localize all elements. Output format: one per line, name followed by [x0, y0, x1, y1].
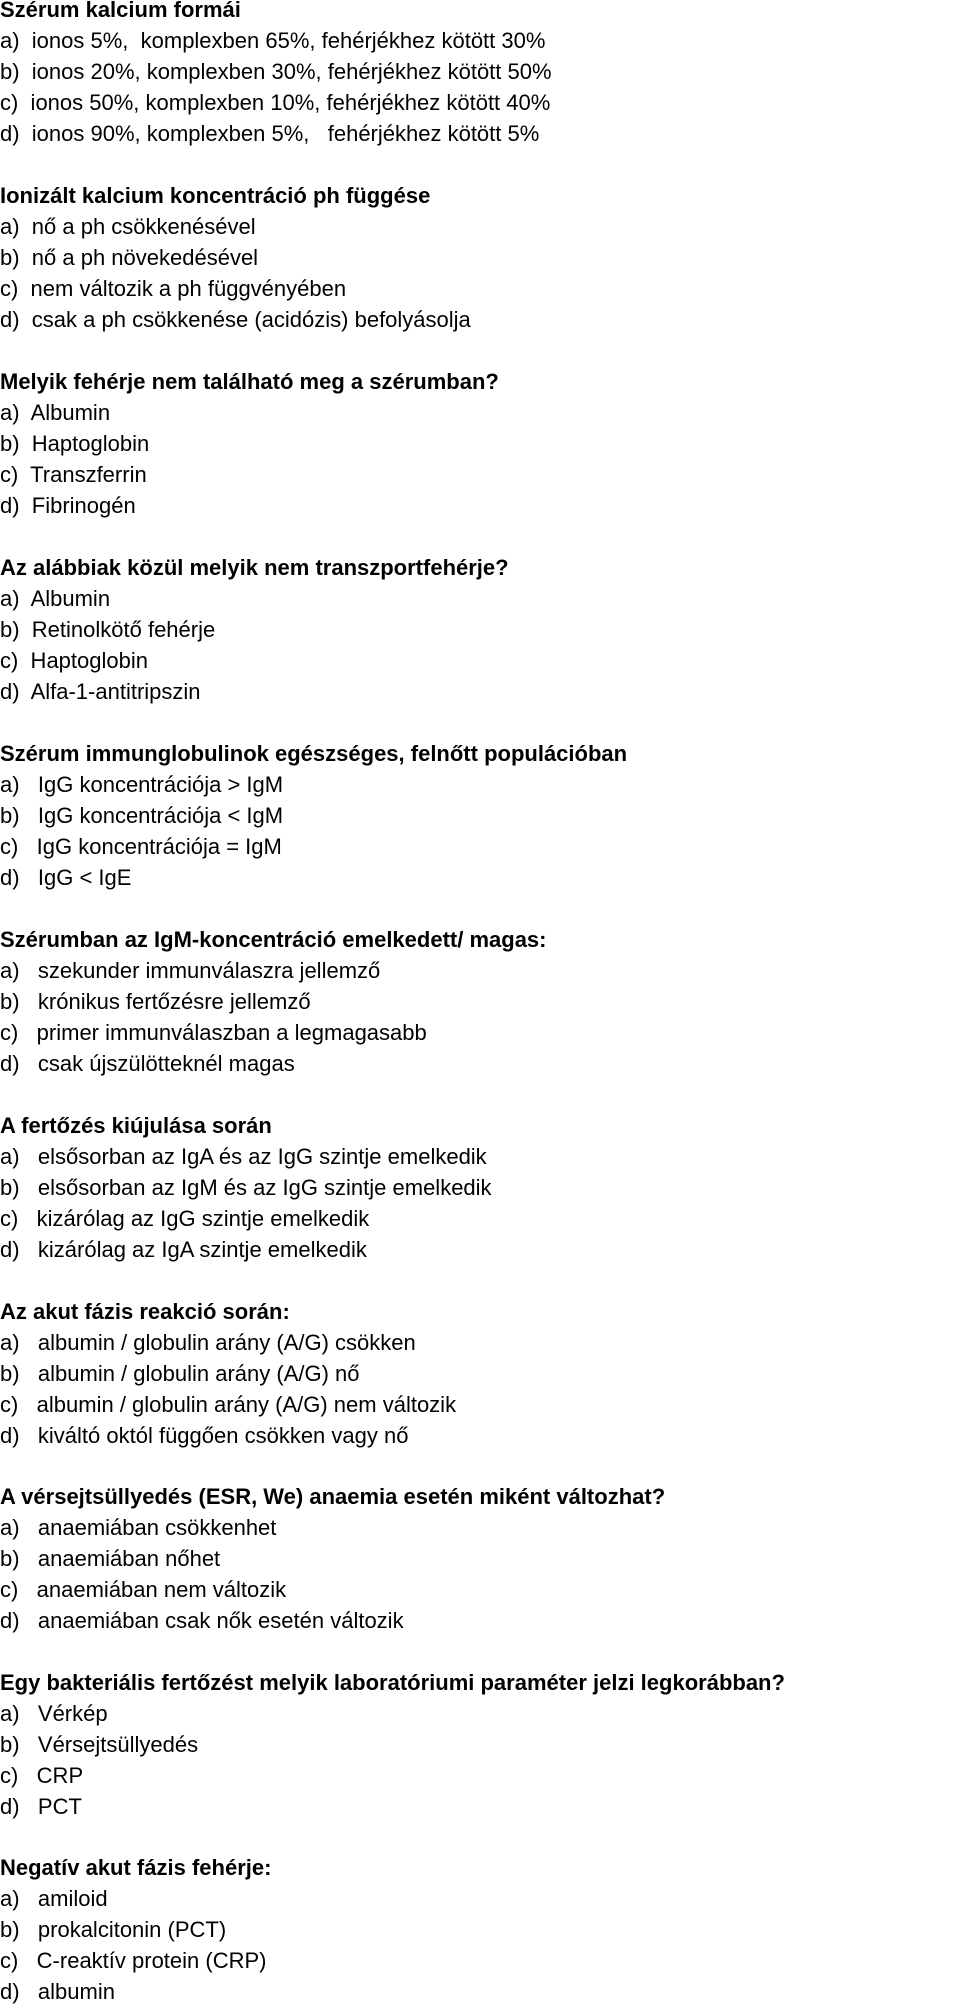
answer-option-a: a) ionos 5%, komplexben 65%, fehérjékhez kötött 30%	[0, 28, 546, 53]
answer-option-b: b) IgG koncentrációja < IgM	[0, 803, 284, 828]
answer-option-b: b) Haptoglobin	[0, 431, 150, 456]
answer-option-c: c) ionos 50%, komplexben 10%, fehérjékhez kötött 40%	[0, 90, 551, 115]
answer-option-c: c) Haptoglobin	[0, 648, 148, 673]
answer-option-d: d) albumin	[0, 1979, 115, 2004]
answer-option-d: d) Fibrinogén	[0, 493, 136, 518]
answer-option-a: a) Albumin	[0, 400, 111, 425]
answer-option-d: d) kizárólag az IgA szintje emelkedik	[0, 1237, 367, 1262]
question-title: Egy bakteriális fertőzést melyik laboratóriumi paraméter jelzi legkorábban?	[0, 1670, 785, 1695]
answer-option-b: b) Retinolkötő fehérje	[0, 617, 216, 642]
answer-option-a: a) amiloid	[0, 1886, 108, 1911]
question-title: A fertőzés kiújulása során	[0, 1113, 272, 1138]
answer-option-c: c) primer immunválaszban a legmagasabb	[0, 1020, 427, 1045]
question-title: Negatív akut fázis fehérje:	[0, 1855, 272, 1880]
answer-option-c: c) albumin / globulin arány (A/G) nem változik	[0, 1392, 457, 1417]
question-title: Szérumban az IgM-koncentráció emelkedett/ magas:	[0, 927, 547, 952]
question-9	[0, 1481, 960, 1636]
answer-option-a: a) IgG koncentrációja > IgM	[0, 772, 284, 797]
answer-option-a: a) szekunder immunválaszra jellemző	[0, 958, 381, 983]
answer-option-b: b) nő a ph növekedésével	[0, 245, 259, 270]
question-2	[0, 180, 960, 335]
answer-option-d: d) csak a ph csökkenése (acidózis) befolyásolja	[0, 307, 471, 332]
question-3	[0, 366, 960, 521]
answer-option-a: a) Albumin	[0, 586, 111, 611]
answer-option-a: a) elsősorban az IgA és az IgG szintje emelkedik	[0, 1144, 487, 1169]
answer-option-d: d) anaemiában csak nők esetén változik	[0, 1608, 404, 1633]
question-11	[0, 1852, 960, 2007]
answer-option-c: c) kizárólag az IgG szintje emelkedik	[0, 1206, 370, 1231]
question-1	[0, 0, 960, 149]
question-4	[0, 552, 960, 707]
question-title: Melyik fehérje nem található meg a szérumban?	[0, 369, 499, 394]
question-title: Az akut fázis reakció során:	[0, 1299, 290, 1324]
answer-option-b: b) ionos 20%, komplexben 30%, fehérjékhez kötött 50%	[0, 59, 552, 84]
answer-option-c: c) IgG koncentrációja = IgM	[0, 834, 282, 859]
answer-option-a: a) Vérkép	[0, 1701, 108, 1726]
question-6	[0, 924, 960, 1079]
question-7	[0, 1110, 960, 1265]
question-10	[0, 1667, 960, 1822]
answer-option-d: d) IgG < IgE	[0, 865, 132, 890]
answer-option-c: c) anaemiában nem változik	[0, 1577, 287, 1602]
answer-option-c: c) Transzferrin	[0, 462, 147, 487]
question-title: Az alábbiak közül melyik nem transzportfehérje?	[0, 555, 509, 580]
answer-option-d: d) csak újszülötteknél magas	[0, 1051, 295, 1076]
answer-option-b: b) Vérsejtsüllyedés	[0, 1732, 199, 1757]
question-title: Szérum immunglobulinok egészséges, felnőtt populációban	[0, 741, 628, 766]
answer-option-a: a) anaemiában csökkenhet	[0, 1515, 277, 1540]
question-8	[0, 1296, 960, 1451]
answer-option-c: c) nem változik a ph függvényében	[0, 276, 347, 301]
answer-option-a: a) nő a ph csökkenésével	[0, 214, 256, 239]
answer-option-d: d) Alfa-1-antitripszin	[0, 679, 201, 704]
question-5	[0, 738, 960, 893]
question-title: A vérsejtsüllyedés (ESR, We) anaemia esetén miként változhat?	[0, 1484, 666, 1509]
answer-option-d: d) ionos 90%, komplexben 5%, fehérjékhez kötött 5%	[0, 121, 540, 146]
answer-option-b: b) krónikus fertőzésre jellemző	[0, 989, 311, 1014]
answer-option-b: b) albumin / globulin arány (A/G) nő	[0, 1361, 360, 1386]
question-title: Ionizált kalcium koncentráció ph függése	[0, 183, 431, 208]
answer-option-b: b) prokalcitonin (PCT)	[0, 1917, 227, 1942]
answer-option-d: d) PCT	[0, 1794, 82, 1819]
answer-option-d: d) kiváltó októl függően csökken vagy nő	[0, 1423, 409, 1448]
answer-option-c: c) CRP	[0, 1763, 84, 1788]
answer-option-b: b) anaemiában nőhet	[0, 1546, 221, 1571]
answer-option-a: a) albumin / globulin arány (A/G) csökken	[0, 1330, 416, 1355]
question-title: Szérum kalcium formái	[0, 0, 241, 22]
answer-option-b: b) elsősorban az IgM és az IgG szintje emelkedik	[0, 1175, 492, 1200]
answer-option-c: c) C-reaktív protein (CRP)	[0, 1948, 267, 1973]
